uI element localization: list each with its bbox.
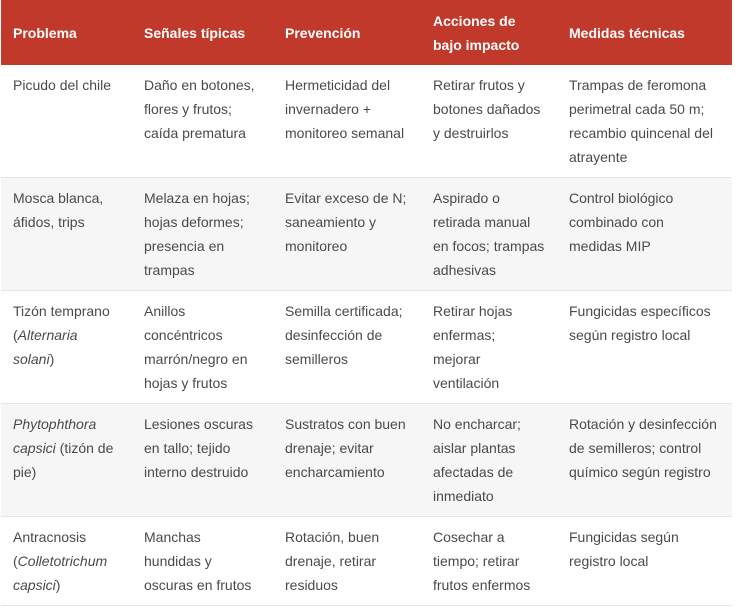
table-row xyxy=(1,65,732,178)
header-senales-tipicas: Señales típicas xyxy=(144,24,246,41)
cell-senales: Anillos concéntricos marrón/negro en hojas y frutos xyxy=(132,291,273,404)
problema-scientific-name: Phytophthora capsici xyxy=(13,416,97,456)
cell-problema xyxy=(1,517,132,606)
problema-suffix: ) xyxy=(55,577,61,593)
pest-management-table-container xyxy=(1,0,734,606)
cell-acciones: Retirar frutos y botones dañados y destruirlos xyxy=(421,65,557,178)
header-problema: Problema xyxy=(13,24,77,41)
cell-medidas: Control biológico combinado con medidas MIP xyxy=(557,178,732,291)
problema-suffix: ) xyxy=(49,351,55,367)
cell-problema xyxy=(1,65,132,178)
header-medidas-tecnicas: Medidas técnicas xyxy=(569,24,685,41)
cell-acciones: Retirar hojas enfermas; mejorar ventilación xyxy=(421,291,557,404)
cell-senales: Manchas hundidas y oscuras en frutos xyxy=(132,517,273,606)
header-acciones-bajo-impacto: Acciones de bajo impacto xyxy=(433,12,520,53)
header-row xyxy=(1,0,732,65)
table-body xyxy=(1,65,732,606)
table-row xyxy=(1,291,732,404)
table-row xyxy=(1,517,732,606)
cell-senales: Lesiones oscuras en tallo; tejido interno destruido xyxy=(132,404,273,517)
cell-prevencion: Rotación, buen drenaje, retirar residuos xyxy=(273,517,421,606)
cell-medidas: Fungicidas según registro local xyxy=(557,517,732,606)
problema-scientific-name: Colletotrichum capsici xyxy=(13,553,108,593)
cell-medidas: Rotación y desinfección de semilleros; control químico según registro xyxy=(557,404,732,517)
cell-medidas: Trampas de feromona perimetral cada 50 m; recambio quincenal del atrayente xyxy=(557,65,732,178)
table-row xyxy=(1,178,732,291)
cell-prevencion: Evitar exceso de N; saneamiento y monitoreo xyxy=(273,178,421,291)
problema-suffix: (tizón de pie) xyxy=(13,440,114,480)
table-row xyxy=(1,404,732,517)
problema-text: Antracnosis ( xyxy=(13,529,87,569)
cell-problema xyxy=(1,291,132,404)
cell-prevencion: Sustratos con buen drenaje; evitar encharcamiento xyxy=(273,404,421,517)
header-prevencion: Prevención xyxy=(285,24,361,41)
cell-acciones: No encharcar; aislar plantas afectadas de inmediato xyxy=(421,404,557,517)
problema-text: Mosca blanca, áfidos, trips xyxy=(13,190,104,230)
cell-medidas: Fungicidas específicos según registro local xyxy=(557,291,732,404)
cell-problema xyxy=(1,178,132,291)
problema-text: Tizón temprano ( xyxy=(13,303,110,343)
problema-text: Picudo del chile xyxy=(13,77,112,93)
cell-problema xyxy=(1,404,132,517)
cell-acciones: Cosechar a tiempo; retirar frutos enfermos xyxy=(421,517,557,606)
table-header xyxy=(1,0,732,65)
pest-management-table xyxy=(1,0,732,606)
cell-acciones: Aspirado o retirada manual en focos; trampas adhesivas xyxy=(421,178,557,291)
cell-senales: Melaza en hojas; hojas deformes; presencia en trampas xyxy=(132,178,273,291)
cell-senales: Daño en botones, flores y frutos; caída prematura xyxy=(132,65,273,178)
problema-scientific-name: Alternaria solani xyxy=(13,327,78,367)
cell-prevencion: Semilla certificada; desinfección de semilleros xyxy=(273,291,421,404)
cell-prevencion: Hermeticidad del invernadero + monitoreo semanal xyxy=(273,65,421,178)
